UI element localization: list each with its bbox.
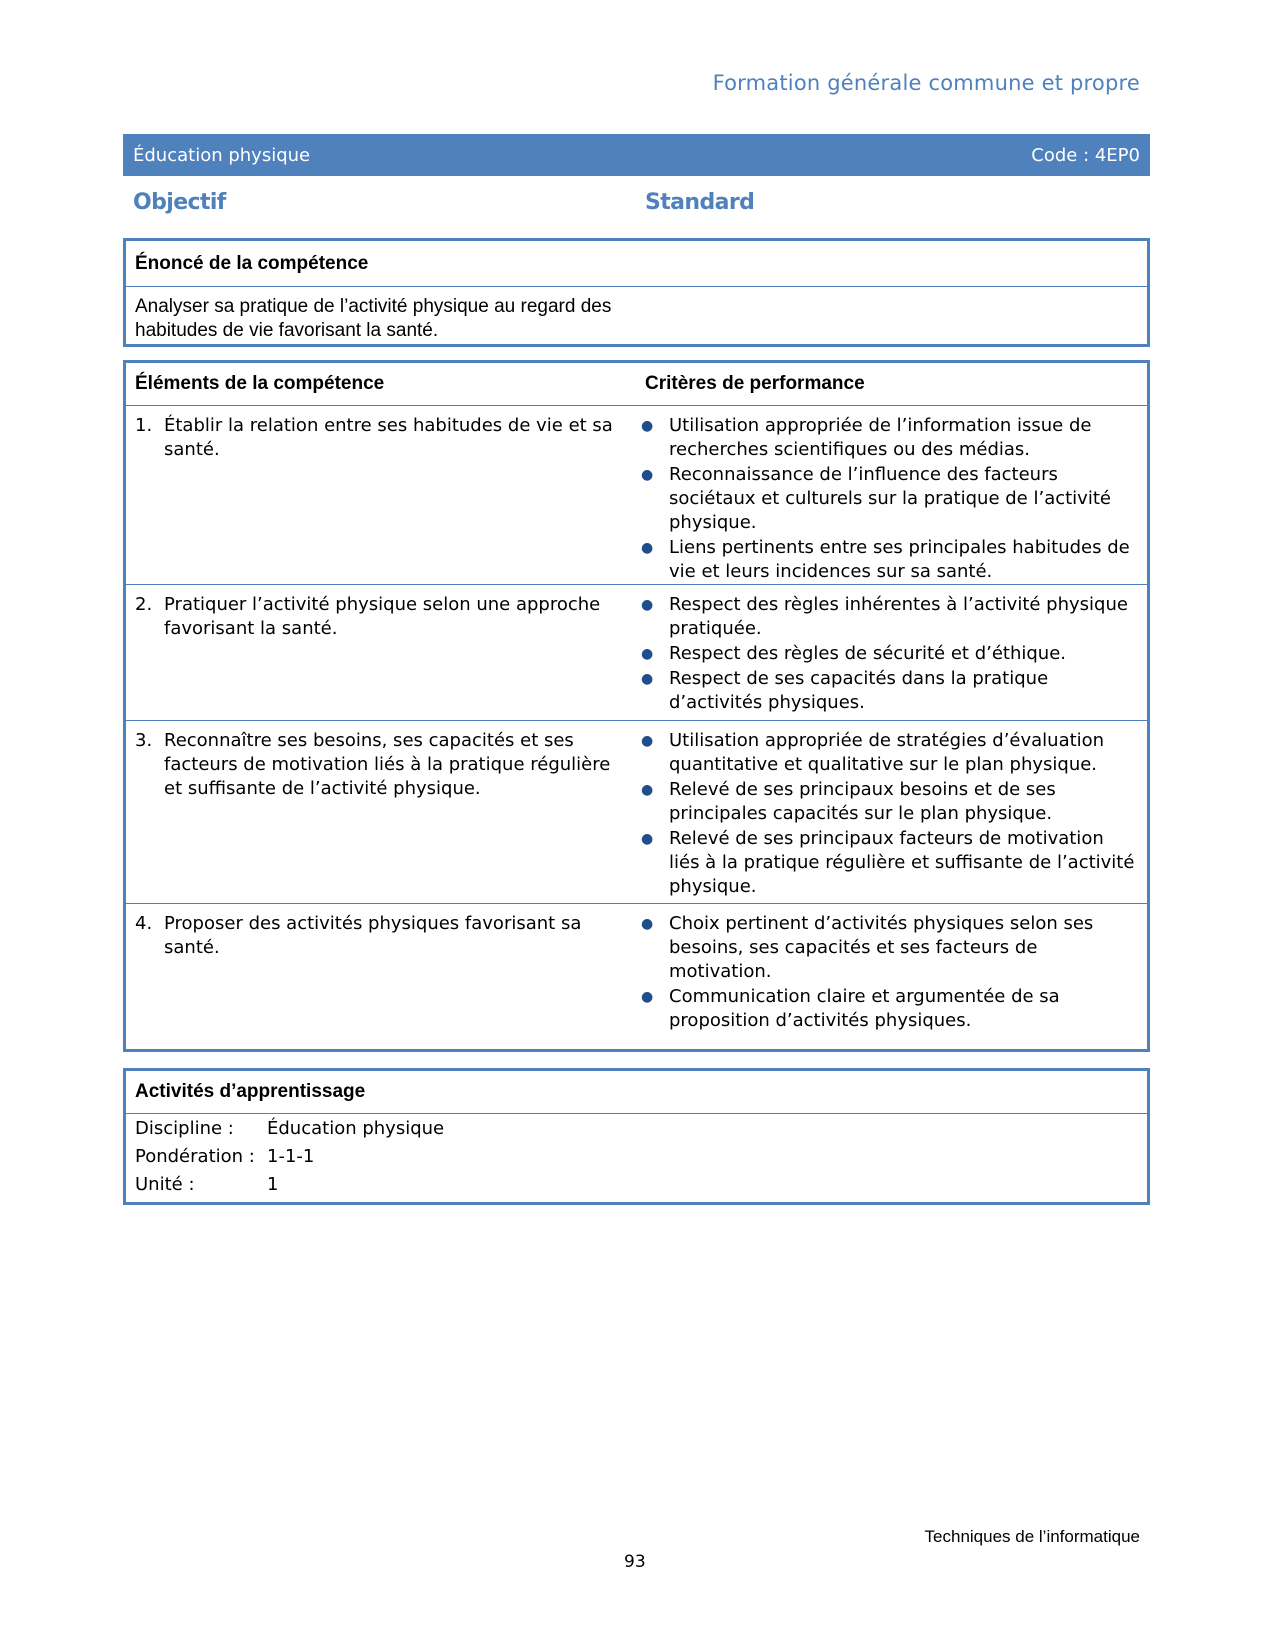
- criterion-item: ● Respect des règles inhérentes à l’activité physique pratiquée.: [638, 593, 1137, 641]
- page-number: 93: [624, 1552, 646, 1572]
- table-row: [126, 721, 1147, 904]
- enonce-box: [123, 238, 1150, 347]
- element-item: [135, 729, 628, 801]
- element-text: Reconnaître ses besoins, ses capacités et ses facteurs de motivation liés à la pratique régulière et suffisante de l’activité physique.: [164, 730, 611, 799]
- element-text: Établir la relation entre ses habitudes de vie et sa santé.: [164, 415, 613, 460]
- criterion-item: ● Utilisation appropriée de l’information issue de recherches scientifiques ou des médias.: [638, 414, 1137, 462]
- bullet-icon: ●: [641, 467, 654, 483]
- course-code: Code : 4EP0: [1031, 144, 1140, 166]
- element-text: Proposer des activités physiques favorisant sa santé.: [164, 913, 582, 958]
- table-row: [126, 904, 1147, 1034]
- criteria-list: [638, 414, 1137, 584]
- element-item: [135, 912, 628, 960]
- footer-program: Techniques de l’informatique: [924, 1527, 1140, 1546]
- element-number: 2.: [135, 594, 153, 615]
- elements-header: Éléments de la compétence: [135, 373, 385, 394]
- criterion-item: ● Relevé de ses principaux facteurs de motivation liés à la pratique régulière et suffisante de l’activité physique.: [638, 827, 1137, 899]
- activities-box: [123, 1068, 1150, 1205]
- activity-label: Pondération :: [135, 1146, 255, 1167]
- bullet-icon: ●: [641, 831, 654, 847]
- enonce-text: Analyser sa pratique de l’activité physique au regard des habitudes de vie favorisant la santé.: [135, 296, 612, 341]
- criteria-list: [638, 729, 1137, 899]
- criterion-item: ● Reconnaissance de l’influence des facteurs sociétaux et culturels sur la pratique de l’activité physique.: [638, 463, 1137, 535]
- element-text: Pratiquer l’activité physique selon une approche favorisant la santé.: [164, 594, 601, 639]
- element-number: 3.: [135, 730, 153, 751]
- criterion-item: ● Communication claire et argumentée de sa proposition d’activités physiques.: [638, 985, 1137, 1033]
- activity-value: 1-1-1: [267, 1146, 315, 1167]
- element-number: 1.: [135, 415, 153, 436]
- activity-row-ponderation: [126, 1143, 1147, 1171]
- element-number: 4.: [135, 913, 153, 934]
- course-name: Éducation physique: [133, 144, 311, 166]
- criterion-item: ● Utilisation appropriée de stratégies d’évaluation quantitative et qualitative sur le plan physique.: [638, 729, 1137, 777]
- criteria-header: Critères de performance: [645, 373, 865, 394]
- criteria-list: [638, 912, 1137, 1033]
- standard-label: Standard: [645, 190, 755, 215]
- bullet-icon: ●: [641, 540, 654, 556]
- criterion-item: ● Respect de ses capacités dans la pratique d’activités physiques.: [638, 667, 1137, 715]
- activity-value: 1: [267, 1174, 279, 1195]
- course-bar: [123, 134, 1150, 176]
- bullet-icon: ●: [641, 597, 654, 613]
- enonce-heading: Énoncé de la compétence: [126, 241, 1147, 287]
- bullet-icon: ●: [641, 733, 654, 749]
- activities-heading: Activités d’apprentissage: [126, 1071, 1147, 1114]
- bullet-icon: ●: [641, 671, 654, 687]
- activity-row-discipline: [126, 1115, 1147, 1143]
- table-row: [126, 585, 1147, 721]
- bullet-icon: ●: [641, 989, 654, 1005]
- table-header-row: [126, 363, 1147, 406]
- criteria-list: [638, 593, 1137, 715]
- bullet-icon: ●: [641, 418, 654, 434]
- element-item: [135, 593, 628, 641]
- bullet-icon: ●: [641, 782, 654, 798]
- criterion-item: ● Relevé de ses principaux besoins et de ses principales capacités sur le plan physique.: [638, 778, 1137, 826]
- competence-table: [123, 360, 1150, 1052]
- criterion-item: ● Choix pertinent d’activités physiques selon ses besoins, ses capacités et ses facteurs de motivation.: [638, 912, 1137, 984]
- activity-label: Unité :: [135, 1174, 195, 1195]
- criterion-item: ● Respect des règles de sécurité et d’éthique.: [638, 642, 1137, 666]
- element-item: [135, 414, 628, 462]
- objective-label: Objectif: [133, 190, 226, 215]
- activity-label: Discipline :: [135, 1118, 234, 1139]
- section-title: Formation générale commune et propre: [712, 71, 1140, 95]
- criterion-item: ● Liens pertinents entre ses principales habitudes de vie et leurs incidences sur sa santé.: [638, 536, 1137, 584]
- activity-row-unite: [126, 1171, 1147, 1199]
- activity-value: Éducation physique: [267, 1118, 445, 1139]
- bullet-icon: ●: [641, 646, 654, 662]
- table-row: [126, 406, 1147, 585]
- bullet-icon: ●: [641, 916, 654, 932]
